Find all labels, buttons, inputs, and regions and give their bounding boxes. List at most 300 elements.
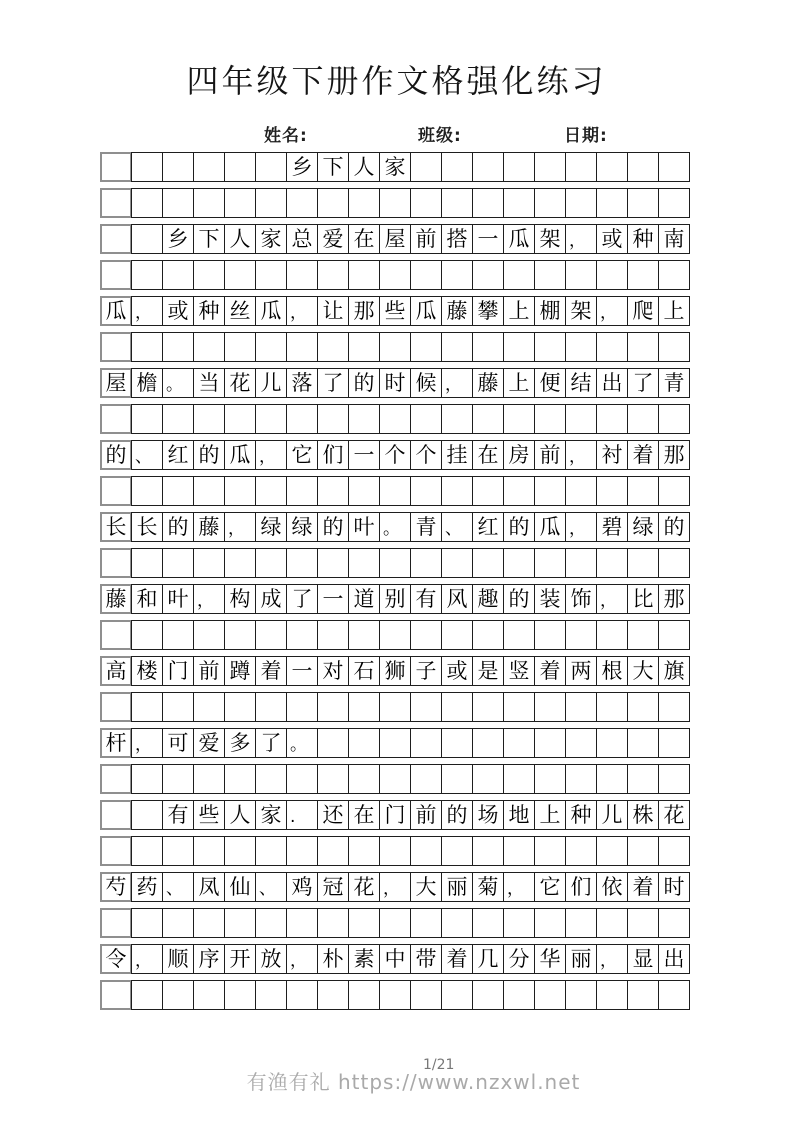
- grid-cell: [596, 728, 628, 758]
- grid-cell: [255, 548, 287, 578]
- grid-cell: [255, 764, 287, 794]
- grid-cell: [255, 260, 287, 290]
- date-field-label: 日期:: [564, 126, 608, 146]
- grid-cell: 趣: [472, 584, 504, 614]
- grid-cell: [596, 404, 628, 434]
- grid-cell: 冠: [317, 872, 349, 902]
- grid-cell: [162, 332, 194, 362]
- grid-cell: [193, 188, 225, 218]
- grid-cell: [255, 908, 287, 938]
- grid-cell: [162, 692, 194, 722]
- grid-cell: 丝: [224, 296, 256, 326]
- grid-cell: [503, 548, 535, 578]
- grid-cell: 那: [658, 440, 690, 470]
- grid-cell: 是: [472, 656, 504, 686]
- grid-cell: 着: [255, 656, 287, 686]
- grid-cell: [627, 620, 659, 650]
- grid-cell: [100, 332, 132, 362]
- grid-cell: [596, 836, 628, 866]
- grid-cell: [441, 476, 473, 506]
- grid-cell: 架: [565, 296, 597, 326]
- grid-cell: [503, 152, 535, 182]
- grid-cell: [379, 764, 411, 794]
- grid-cell: 人: [348, 152, 380, 182]
- grid-cell: [224, 692, 256, 722]
- grid-cell: [317, 332, 349, 362]
- grid-cell: 些: [379, 296, 411, 326]
- grid-cell: [131, 836, 163, 866]
- grid-cell: 儿: [255, 368, 287, 398]
- grid-row: [100, 872, 690, 902]
- grid-cell: [565, 620, 597, 650]
- grid-cell: 房: [503, 440, 535, 470]
- grid-cell: [255, 692, 287, 722]
- grid-cell: 的: [100, 440, 132, 470]
- grid-cell: 、: [162, 872, 194, 902]
- grid-cell: 着: [441, 944, 473, 974]
- grid-cell: 人: [224, 224, 256, 254]
- grid-cell: [193, 764, 225, 794]
- grid-cell: [100, 404, 132, 434]
- grid-cell: [100, 908, 132, 938]
- grid-cell: 的: [658, 512, 690, 542]
- grid-cell: [162, 476, 194, 506]
- grid-cell: 瓜: [410, 296, 442, 326]
- grid-cell: 个: [410, 440, 442, 470]
- grid-cell: [255, 836, 287, 866]
- grid-cell: 藤: [441, 296, 473, 326]
- grid-cell: ，: [286, 944, 318, 974]
- grid-cell: [441, 548, 473, 578]
- grid-cell: 让: [317, 296, 349, 326]
- grid-cell: [472, 152, 504, 182]
- grid-cell: 的: [193, 440, 225, 470]
- grid-cell: [565, 332, 597, 362]
- grid-cell: 的: [503, 584, 535, 614]
- grid-cell: [534, 332, 566, 362]
- grid-cell: [379, 620, 411, 650]
- grid-cell: 时: [658, 872, 690, 902]
- grid-cell: [503, 260, 535, 290]
- grid-cell: [503, 404, 535, 434]
- grid-cell: [131, 188, 163, 218]
- grid-cell: [410, 728, 442, 758]
- grid-row: [100, 800, 690, 830]
- grid-cell: [534, 620, 566, 650]
- grid-cell: [627, 764, 659, 794]
- grid-cell: [565, 980, 597, 1010]
- grid-cell: [596, 188, 628, 218]
- grid-cell: 红: [472, 512, 504, 542]
- grid-cell: 的: [503, 512, 535, 542]
- grid-cell: [627, 692, 659, 722]
- grid-cell: [131, 404, 163, 434]
- grid-cell: [410, 476, 442, 506]
- grid-cell: [596, 332, 628, 362]
- grid-cell: [162, 260, 194, 290]
- grid-cell: [472, 548, 504, 578]
- grid-cell: [379, 836, 411, 866]
- grid-cell: 长: [131, 512, 163, 542]
- grid-cell: [255, 188, 287, 218]
- grid-cell: 丽: [565, 944, 597, 974]
- grid-cell: [193, 620, 225, 650]
- grid-cell: [348, 620, 380, 650]
- grid-cell: 丽: [441, 872, 473, 902]
- grid-cell: [441, 404, 473, 434]
- grid-cell: [472, 476, 504, 506]
- grid-cell: [317, 188, 349, 218]
- grid-cell: ，: [596, 944, 628, 974]
- grid-cell: 碧: [596, 512, 628, 542]
- grid-cell: [658, 728, 690, 758]
- grid-cell: [379, 728, 411, 758]
- grid-cell: 青: [658, 368, 690, 398]
- grid-cell: [658, 404, 690, 434]
- grid-cell: [317, 908, 349, 938]
- grid-cell: [658, 908, 690, 938]
- grid-cell: [224, 332, 256, 362]
- grid-cell: 了: [627, 368, 659, 398]
- grid-cell: [224, 260, 256, 290]
- grid-cell: 上: [534, 800, 566, 830]
- grid-cell: 青: [410, 512, 442, 542]
- grid-cell: [162, 836, 194, 866]
- grid-cell: 时: [379, 368, 411, 398]
- grid-cell: [379, 476, 411, 506]
- grid-row: [100, 656, 690, 686]
- grid-cell: [193, 908, 225, 938]
- grid-cell: [317, 836, 349, 866]
- grid-cell: [317, 620, 349, 650]
- grid-cell: [472, 332, 504, 362]
- grid-cell: [534, 476, 566, 506]
- grid-cell: [658, 692, 690, 722]
- grid-cell: 下: [193, 224, 225, 254]
- grid-cell: [441, 260, 473, 290]
- grid-cell: 高: [100, 656, 132, 686]
- grid-cell: 当: [193, 368, 225, 398]
- grid-row: [100, 224, 690, 254]
- grid-cell: [100, 764, 132, 794]
- grid-cell: [224, 152, 256, 182]
- grid-cell: [317, 404, 349, 434]
- grid-cell: [441, 692, 473, 722]
- grid-cell: 开: [224, 944, 256, 974]
- grid-cell: 着: [627, 872, 659, 902]
- grid-cell: 出: [596, 368, 628, 398]
- grid-cell: [534, 404, 566, 434]
- grid-cell: ，: [565, 512, 597, 542]
- grid-cell: [410, 620, 442, 650]
- grid-cell: 那: [658, 584, 690, 614]
- grid-cell: [596, 692, 628, 722]
- grid-cell: 上: [503, 368, 535, 398]
- grid-cell: 家: [255, 224, 287, 254]
- grid-cell: [224, 980, 256, 1010]
- grid-cell: 道: [348, 584, 380, 614]
- grid-cell: [565, 692, 597, 722]
- grid-cell: [627, 476, 659, 506]
- grid-cell: [131, 152, 163, 182]
- grid-cell: 上: [503, 296, 535, 326]
- grid-cell: [131, 224, 163, 254]
- grid-cell: 狮: [379, 656, 411, 686]
- grid-cell: [286, 332, 318, 362]
- grid-cell: 瓜: [224, 440, 256, 470]
- grid-cell: [596, 548, 628, 578]
- grid-cell: [348, 692, 380, 722]
- grid-cell: [224, 836, 256, 866]
- grid-cell: [503, 476, 535, 506]
- grid-cell: ，: [131, 728, 163, 758]
- grid-cell: [100, 692, 132, 722]
- grid-cell: ，: [596, 296, 628, 326]
- grid-cell: 还: [317, 800, 349, 830]
- grid-cell: [100, 260, 132, 290]
- grid-cell: 瓜: [503, 224, 535, 254]
- grid-cell: 挂: [441, 440, 473, 470]
- grid-cell: [131, 692, 163, 722]
- grid-cell: [100, 620, 132, 650]
- grid-cell: [410, 980, 442, 1010]
- grid-cell: 或: [441, 656, 473, 686]
- grid-cell: 凤: [193, 872, 225, 902]
- grid-cell: [410, 836, 442, 866]
- grid-cell: [565, 548, 597, 578]
- grid-cell: 仙: [224, 872, 256, 902]
- grid-cell: [348, 980, 380, 1010]
- grid-cell: [224, 188, 256, 218]
- grid-cell: 分: [503, 944, 535, 974]
- grid-cell: [472, 620, 504, 650]
- grid-cell: [410, 908, 442, 938]
- grid-cell: [348, 908, 380, 938]
- grid-cell: [193, 476, 225, 506]
- grid-cell: [224, 908, 256, 938]
- grid-cell: 上: [658, 296, 690, 326]
- grid-cell: [410, 548, 442, 578]
- grid-row-blank: [100, 548, 690, 578]
- grid-cell: 几: [472, 944, 504, 974]
- grid-cell: 药: [131, 872, 163, 902]
- grid-cell: [224, 548, 256, 578]
- grid-cell: 。: [162, 368, 194, 398]
- grid-cell: [565, 728, 597, 758]
- grid-cell: 前: [410, 800, 442, 830]
- grid-cell: [131, 908, 163, 938]
- grid-cell: [534, 188, 566, 218]
- grid-row: [100, 512, 690, 542]
- grid-cell: [131, 548, 163, 578]
- grid-cell: 令: [100, 944, 132, 974]
- grid-cell: 和: [131, 584, 163, 614]
- grid-cell: [317, 548, 349, 578]
- grid-row-blank: [100, 908, 690, 938]
- grid-cell: 的: [348, 368, 380, 398]
- grid-cell: [658, 188, 690, 218]
- grid-cell: 儿: [596, 800, 628, 830]
- grid-cell: [348, 332, 380, 362]
- grid-cell: [658, 332, 690, 362]
- grid-cell: 中: [379, 944, 411, 974]
- grid-cell: [317, 476, 349, 506]
- grid-cell: 菊: [472, 872, 504, 902]
- grid-cell: 一: [472, 224, 504, 254]
- grid-cell: [348, 260, 380, 290]
- grid-cell: 竖: [503, 656, 535, 686]
- grid-cell: [565, 188, 597, 218]
- grid-cell: [658, 548, 690, 578]
- grid-cell: [100, 800, 132, 830]
- grid-cell: [503, 188, 535, 218]
- grid-cell: [534, 908, 566, 938]
- grid-cell: [131, 620, 163, 650]
- grid-cell: [255, 476, 287, 506]
- grid-cell: ，: [286, 296, 318, 326]
- grid-cell: 爱: [193, 728, 225, 758]
- grid-cell: 放: [255, 944, 287, 974]
- grid-cell: [472, 404, 504, 434]
- grid-cell: [441, 332, 473, 362]
- grid-cell: [503, 692, 535, 722]
- grid-cell: 些: [193, 800, 225, 830]
- grid-cell: 。: [286, 728, 318, 758]
- grid-cell: 搭: [441, 224, 473, 254]
- grid-cell: [534, 260, 566, 290]
- grid-cell: 一: [317, 584, 349, 614]
- grid-cell: 序: [193, 944, 225, 974]
- grid-row-blank: [100, 404, 690, 434]
- grid-row: [100, 584, 690, 614]
- grid-cell: 藤: [193, 512, 225, 542]
- grid-cell: 或: [162, 296, 194, 326]
- grid-cell: [441, 728, 473, 758]
- grid-cell: 带: [410, 944, 442, 974]
- grid-cell: [441, 836, 473, 866]
- grid-cell: 杆: [100, 728, 132, 758]
- grid-cell: 显: [627, 944, 659, 974]
- grid-cell: [658, 152, 690, 182]
- grid-cell: [255, 404, 287, 434]
- grid-cell: 檐: [131, 368, 163, 398]
- grid-cell: ，: [224, 512, 256, 542]
- grid-cell: [379, 332, 411, 362]
- grid-cell: [472, 836, 504, 866]
- grid-cell: 大: [410, 872, 442, 902]
- grid-cell: .: [286, 800, 318, 830]
- grid-cell: 或: [596, 224, 628, 254]
- grid-cell: [534, 548, 566, 578]
- grid-cell: [472, 188, 504, 218]
- grid-cell: [658, 476, 690, 506]
- grid-cell: [472, 908, 504, 938]
- grid-cell: 候: [410, 368, 442, 398]
- grid-cell: 的: [317, 512, 349, 542]
- grid-cell: [193, 980, 225, 1010]
- composition-grid: [100, 152, 690, 1016]
- grid-cell: [503, 980, 535, 1010]
- grid-cell: [534, 692, 566, 722]
- grid-cell: 种: [193, 296, 225, 326]
- grid-row-blank: [100, 476, 690, 506]
- grid-cell: [441, 764, 473, 794]
- grid-cell: [193, 404, 225, 434]
- grid-cell: 衬: [596, 440, 628, 470]
- grid-cell: 叶: [162, 584, 194, 614]
- grid-cell: [255, 332, 287, 362]
- grid-cell: [255, 980, 287, 1010]
- grid-cell: 根: [596, 656, 628, 686]
- grid-cell: [627, 188, 659, 218]
- grid-cell: 可: [162, 728, 194, 758]
- grid-cell: [255, 620, 287, 650]
- grid-cell: 前: [193, 656, 225, 686]
- grid-cell: 多: [224, 728, 256, 758]
- grid-cell: [441, 188, 473, 218]
- grid-cell: [348, 836, 380, 866]
- grid-cell: [627, 836, 659, 866]
- grid-cell: [379, 260, 411, 290]
- grid-cell: 饰: [565, 584, 597, 614]
- grid-row: [100, 368, 690, 398]
- grid-cell: [503, 332, 535, 362]
- grid-cell: 素: [348, 944, 380, 974]
- grid-cell: ，: [503, 872, 535, 902]
- grid-cell: [162, 980, 194, 1010]
- grid-cell: [100, 476, 132, 506]
- grid-cell: [596, 764, 628, 794]
- grid-cell: 前: [534, 440, 566, 470]
- grid-cell: [503, 908, 535, 938]
- grid-cell: [286, 836, 318, 866]
- grid-cell: [565, 764, 597, 794]
- grid-cell: [317, 764, 349, 794]
- grid-cell: [503, 764, 535, 794]
- grid-cell: 花: [348, 872, 380, 902]
- grid-cell: 大: [627, 656, 659, 686]
- grid-cell: 瓜: [100, 296, 132, 326]
- grid-cell: [565, 152, 597, 182]
- grid-cell: [565, 404, 597, 434]
- grid-cell: 藤: [100, 584, 132, 614]
- grid-cell: 在: [348, 224, 380, 254]
- grid-cell: 、: [131, 440, 163, 470]
- grid-cell: 它: [534, 872, 566, 902]
- grid-cell: [596, 152, 628, 182]
- name-field-label: 姓名:: [264, 126, 308, 146]
- grid-cell: 攀: [472, 296, 504, 326]
- grid-cell: [658, 260, 690, 290]
- grid-cell: [224, 476, 256, 506]
- grid-cell: 棚: [534, 296, 566, 326]
- grid-cell: [596, 908, 628, 938]
- grid-cell: 两: [565, 656, 597, 686]
- grid-cell: [627, 404, 659, 434]
- grid-cell: [286, 548, 318, 578]
- grid-cell: ，: [565, 440, 597, 470]
- grid-cell: [472, 692, 504, 722]
- grid-cell: 总: [286, 224, 318, 254]
- grid-cell: [131, 476, 163, 506]
- grid-cell: [410, 404, 442, 434]
- grid-row-blank: [100, 980, 690, 1010]
- grid-cell: 出: [658, 944, 690, 974]
- grid-cell: [596, 476, 628, 506]
- grid-cell: 瓜: [255, 296, 287, 326]
- grid-cell: [286, 620, 318, 650]
- grid-cell: [193, 332, 225, 362]
